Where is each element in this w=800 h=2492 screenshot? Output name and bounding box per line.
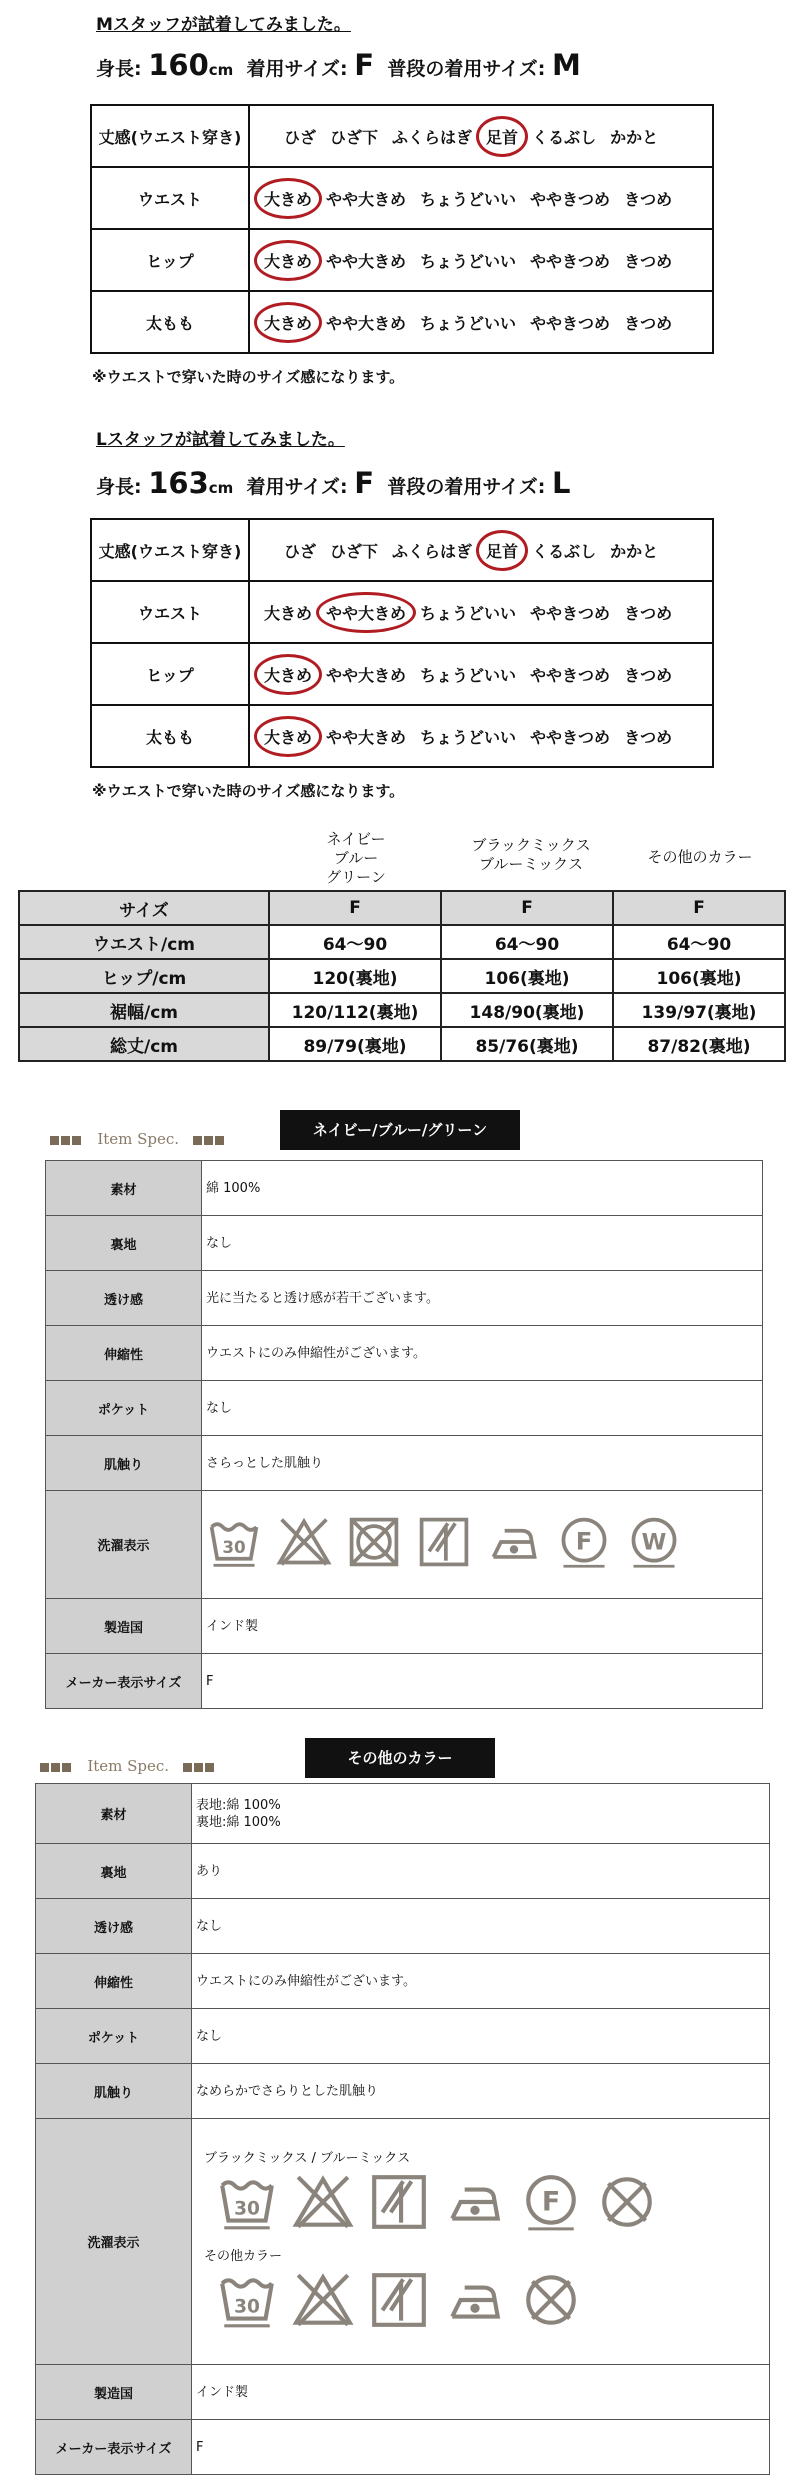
spec-key: 製造国 bbox=[36, 2365, 192, 2420]
fit-scale bbox=[249, 167, 713, 229]
fit-option: きつめ bbox=[624, 313, 673, 333]
size-header-value: F bbox=[441, 891, 613, 925]
fit-option: ちょうどいい bbox=[420, 665, 517, 685]
fit-option: やや大きめ bbox=[326, 601, 406, 624]
height-value: 160 bbox=[148, 48, 209, 82]
spec-row bbox=[46, 1216, 763, 1271]
spec-value-line: なし bbox=[196, 2028, 223, 2044]
fit-row bbox=[91, 105, 713, 167]
wash-30-icon bbox=[216, 2269, 292, 2336]
square-icon bbox=[183, 1763, 192, 1772]
fit-option: きつめ bbox=[624, 603, 673, 623]
fit-option: かかと bbox=[610, 541, 659, 561]
fit-option: やや大きめ bbox=[326, 189, 407, 209]
usual-size-label: 普段の着用サイズ: bbox=[387, 476, 546, 498]
low-iron-icon bbox=[486, 1514, 556, 1575]
size-cell: 106(裏地) bbox=[441, 959, 613, 993]
fit-options bbox=[264, 230, 686, 290]
fit-option: やや大きめ bbox=[326, 727, 407, 747]
spec-row bbox=[36, 2420, 770, 2475]
height-label: 身長: bbox=[96, 476, 142, 498]
svg-text:30: 30 bbox=[222, 1537, 246, 1558]
spec-value bbox=[202, 1381, 763, 1436]
square-icon bbox=[205, 1763, 214, 1772]
size-cell: 120/112(裏地) bbox=[269, 993, 441, 1027]
usual-size-value: L bbox=[552, 466, 571, 500]
spec-value bbox=[192, 1899, 770, 1954]
fit-row-label: 太もも bbox=[91, 705, 249, 767]
care-group-label: ブラックミックス / ブルーミックス bbox=[204, 2150, 411, 2166]
square-icon bbox=[62, 1763, 71, 1772]
fit-row bbox=[91, 291, 713, 353]
no-bleach-icon bbox=[276, 1514, 346, 1575]
usual-size-label: 普段の着用サイズ: bbox=[387, 58, 546, 80]
size-col-header-3: その他のカラー bbox=[647, 848, 753, 866]
spec-value-line: 表地:綿 100% bbox=[196, 1797, 281, 1813]
spec-row bbox=[46, 1436, 763, 1491]
spec-value bbox=[202, 1326, 763, 1381]
m-staff-fit-table bbox=[90, 104, 714, 354]
size-cell: 64〜90 bbox=[441, 925, 613, 959]
spec-key: 透け感 bbox=[36, 1899, 192, 1954]
size-cell: 148/90(裏地) bbox=[441, 993, 613, 1027]
fit-options bbox=[284, 106, 672, 166]
fit-options bbox=[284, 520, 672, 580]
wet-clean-w-icon bbox=[626, 1514, 696, 1575]
dry-clean-f-icon bbox=[556, 1514, 626, 1575]
size-cell: 64〜90 bbox=[269, 925, 441, 959]
fit-option: ふくらはぎ bbox=[392, 127, 473, 147]
worn-size-label: 着用サイズ: bbox=[246, 476, 348, 498]
size-row-label: 裾幅/cm bbox=[19, 993, 269, 1027]
fit-row bbox=[91, 643, 713, 705]
height-unit: cm bbox=[208, 479, 234, 497]
fit-row-label: 丈感(ウエスト穿き) bbox=[91, 105, 249, 167]
size-header-row bbox=[19, 891, 785, 925]
size-col-header-1: ネイビー ブルー グリーン bbox=[326, 830, 386, 886]
care-cell bbox=[192, 2119, 770, 2365]
fit-option: ややきつめ bbox=[530, 665, 611, 685]
fit-option: ややきつめ bbox=[530, 251, 611, 271]
spec-value bbox=[202, 1436, 763, 1491]
fit-row bbox=[91, 581, 713, 643]
item-spec-label: Item Spec. bbox=[87, 1757, 170, 1775]
fit-options bbox=[264, 582, 686, 642]
care-group-label: その他カラー bbox=[204, 2248, 283, 2264]
care-icons bbox=[206, 1514, 762, 1575]
fit-option: ややきつめ bbox=[530, 313, 611, 333]
spec-key: 伸縮性 bbox=[36, 1954, 192, 2009]
size-row bbox=[19, 993, 785, 1027]
fit-row bbox=[91, 519, 713, 581]
spec-value: F bbox=[202, 1654, 763, 1709]
fit-scale bbox=[249, 105, 713, 167]
fit-row-label: ウエスト bbox=[91, 167, 249, 229]
fit-option: やや大きめ bbox=[326, 665, 407, 685]
spec-value: インド製 bbox=[192, 2365, 770, 2420]
size-col-header-2: ブラックミックス ブルーミックス bbox=[471, 836, 591, 873]
spec-row bbox=[46, 1654, 763, 1709]
size-header-value: F bbox=[269, 891, 441, 925]
fit-option: くるぶし bbox=[532, 541, 597, 561]
spec-value bbox=[202, 1161, 763, 1216]
size-cell: 139/97(裏地) bbox=[613, 993, 785, 1027]
fit-option: きつめ bbox=[624, 727, 673, 747]
item-spec-label: Item Spec. bbox=[97, 1130, 180, 1148]
svg-text:F: F bbox=[575, 1526, 593, 1556]
fit-option: 大きめ bbox=[264, 603, 313, 623]
spec-value-line: 裏地:綿 100% bbox=[196, 1814, 281, 1830]
size-cell: 87/82(裏地) bbox=[613, 1027, 785, 1061]
spec-value: インド製 bbox=[202, 1599, 763, 1654]
square-icon bbox=[40, 1763, 49, 1772]
spec-key: 裏地 bbox=[46, 1216, 202, 1271]
m-staff-title: Mスタッフが試着してみました。 bbox=[96, 15, 351, 35]
fit-scale bbox=[249, 581, 713, 643]
spec-key: 伸縮性 bbox=[46, 1326, 202, 1381]
height-unit: cm bbox=[208, 61, 234, 79]
size-cell: 64〜90 bbox=[613, 925, 785, 959]
fit-option: ちょうどいい bbox=[420, 189, 517, 209]
fit-option: ひざ bbox=[284, 127, 317, 147]
spec-key: ポケット bbox=[36, 2009, 192, 2064]
size-row bbox=[19, 925, 785, 959]
l-staff-note: ※ウエストで穿いた時のサイズ感になります。 bbox=[92, 782, 405, 800]
spec-value-line: なし bbox=[196, 1918, 223, 1934]
fit-option: ひざ下 bbox=[330, 127, 379, 147]
spec-row bbox=[46, 1491, 763, 1599]
spec-row bbox=[36, 1899, 770, 1954]
fit-option: ひざ bbox=[284, 541, 317, 561]
size-row bbox=[19, 1027, 785, 1061]
no-tumble-dry-icon bbox=[346, 1514, 416, 1575]
care-icons bbox=[216, 2269, 769, 2336]
spec-value-line: なめらかでさらりとした肌触り bbox=[196, 2083, 379, 2099]
fit-row bbox=[91, 167, 713, 229]
spec1-tag bbox=[50, 1130, 226, 1148]
spec-value bbox=[192, 1954, 770, 2009]
spec-value: F bbox=[192, 2420, 770, 2475]
spec-row bbox=[46, 1381, 763, 1436]
fit-option: きつめ bbox=[624, 665, 673, 685]
spec-value-line: あり bbox=[196, 1863, 223, 1879]
spec-value bbox=[192, 1844, 770, 1899]
fit-option: 足首 bbox=[486, 539, 518, 562]
fit-option: 大きめ bbox=[264, 663, 312, 686]
low-iron-icon bbox=[444, 2171, 520, 2238]
spec-value-line: なし bbox=[206, 1235, 233, 1251]
worn-size-label: 着用サイズ: bbox=[246, 58, 348, 80]
spec2-table bbox=[35, 1783, 770, 2475]
spec-key: メーカー表示サイズ bbox=[36, 2420, 192, 2475]
spec-key: 肌触り bbox=[36, 2064, 192, 2119]
fit-options bbox=[264, 168, 686, 228]
size-cell: 89/79(裏地) bbox=[269, 1027, 441, 1061]
wash-30-icon bbox=[216, 2171, 292, 2238]
size-cell: 85/76(裏地) bbox=[441, 1027, 613, 1061]
l-staff-title: Lスタッフが試着してみました。 bbox=[96, 430, 345, 450]
wash-30-icon bbox=[206, 1514, 276, 1575]
spec2-tag bbox=[40, 1757, 216, 1775]
fit-scale bbox=[249, 705, 713, 767]
square-icon bbox=[50, 1136, 59, 1145]
worn-size-value: F bbox=[354, 48, 375, 82]
height-value: 163 bbox=[148, 466, 209, 500]
m-staff-note: ※ウエストで穿いた時のサイズ感になります。 bbox=[92, 368, 405, 386]
spec-row bbox=[36, 2119, 770, 2365]
size-header-label: サイズ bbox=[19, 891, 269, 925]
fit-option: ひざ下 bbox=[330, 541, 379, 561]
fit-option: やや大きめ bbox=[326, 313, 407, 333]
fit-row-label: 丈感(ウエスト穿き) bbox=[91, 519, 249, 581]
fit-options bbox=[264, 644, 686, 704]
size-header-value: F bbox=[613, 891, 785, 925]
spec-key: 素材 bbox=[36, 1784, 192, 1844]
m-staff-info bbox=[96, 48, 581, 82]
spec-key: 洗濯表示 bbox=[36, 2119, 192, 2365]
spec-key: 洗濯表示 bbox=[46, 1491, 202, 1599]
line-dry-icon bbox=[368, 2171, 444, 2238]
spec-row bbox=[36, 1784, 770, 1844]
square-icon bbox=[193, 1136, 202, 1145]
spec-key: 肌触り bbox=[46, 1436, 202, 1491]
fit-option: ややきつめ bbox=[530, 603, 611, 623]
spec-row bbox=[36, 2064, 770, 2119]
size-row bbox=[19, 959, 785, 993]
spec-value bbox=[202, 1271, 763, 1326]
fit-option: 大きめ bbox=[264, 187, 312, 210]
fit-option: ややきつめ bbox=[530, 727, 611, 747]
spec-value bbox=[192, 1784, 770, 1844]
fit-option: くるぶし bbox=[532, 127, 597, 147]
spec-value-line: 光に当たると透け感が若干ございます。 bbox=[206, 1290, 439, 1306]
spec-value-line: ウエストにのみ伸縮性がございます。 bbox=[206, 1345, 426, 1361]
fit-scale bbox=[249, 643, 713, 705]
fit-option: ややきつめ bbox=[530, 189, 611, 209]
usual-size-value: M bbox=[552, 48, 581, 82]
spec-value-line: なし bbox=[206, 1400, 233, 1416]
spec-value-line: さらっとした肌触り bbox=[206, 1455, 324, 1471]
fit-row bbox=[91, 229, 713, 291]
square-icon bbox=[61, 1136, 70, 1145]
spec-key: 製造国 bbox=[46, 1599, 202, 1654]
fit-option: ちょうどいい bbox=[420, 603, 517, 623]
spec-row bbox=[46, 1326, 763, 1381]
l-staff-fit-table bbox=[90, 518, 714, 768]
svg-text:W: W bbox=[641, 1529, 667, 1556]
fit-option: ちょうどいい bbox=[420, 313, 517, 333]
dry-clean-f-icon bbox=[520, 2171, 596, 2238]
svg-text:30: 30 bbox=[234, 2197, 260, 2219]
fit-options bbox=[264, 292, 686, 352]
spec-key: 透け感 bbox=[46, 1271, 202, 1326]
l-staff-info bbox=[96, 466, 571, 500]
fit-option: やや大きめ bbox=[326, 251, 407, 271]
fit-row-label: 太もも bbox=[91, 291, 249, 353]
spec-row bbox=[46, 1161, 763, 1216]
fit-row-label: ヒップ bbox=[91, 229, 249, 291]
spec-value-line: 綿 100% bbox=[206, 1180, 261, 1196]
height-label: 身長: bbox=[96, 58, 142, 80]
square-icon bbox=[72, 1136, 81, 1145]
fit-option: ちょうどいい bbox=[420, 251, 517, 271]
fit-option: ふくらはぎ bbox=[392, 541, 473, 561]
fit-scale bbox=[249, 229, 713, 291]
no-bleach-icon bbox=[292, 2269, 368, 2336]
square-icon bbox=[215, 1136, 224, 1145]
fit-options bbox=[264, 706, 686, 766]
spec-value-line: ウエストにのみ伸縮性がございます。 bbox=[196, 1973, 416, 1989]
care-cell bbox=[202, 1491, 763, 1599]
fit-scale bbox=[249, 291, 713, 353]
spec-row bbox=[36, 1954, 770, 2009]
spec-key: 裏地 bbox=[36, 1844, 192, 1899]
size-table bbox=[18, 890, 786, 1062]
spec1-table bbox=[45, 1160, 763, 1709]
fit-option: きつめ bbox=[624, 251, 673, 271]
spec-value bbox=[202, 1216, 763, 1271]
spec-value bbox=[192, 2009, 770, 2064]
line-dry-icon bbox=[416, 1514, 486, 1575]
spec-row bbox=[46, 1271, 763, 1326]
fit-option: 大きめ bbox=[264, 311, 312, 334]
size-row-label: ウエスト/cm bbox=[19, 925, 269, 959]
worn-size-value: F bbox=[354, 466, 375, 500]
spec-value bbox=[192, 2064, 770, 2119]
fit-scale bbox=[249, 519, 713, 581]
care-icons bbox=[216, 2171, 769, 2238]
spec1-banner: ネイビー/ブルー/グリーン bbox=[280, 1110, 520, 1150]
fit-row bbox=[91, 705, 713, 767]
spec-key: 素材 bbox=[46, 1161, 202, 1216]
svg-text:F: F bbox=[541, 2185, 561, 2217]
square-icon bbox=[194, 1763, 203, 1772]
fit-option: 大きめ bbox=[264, 725, 312, 748]
no-wet-clean-icon bbox=[596, 2171, 672, 2238]
fit-option: かかと bbox=[610, 127, 659, 147]
size-row-label: 総丈/cm bbox=[19, 1027, 269, 1061]
fit-option: 大きめ bbox=[264, 249, 312, 272]
fit-option: ちょうどいい bbox=[420, 727, 517, 747]
spec-row bbox=[36, 2009, 770, 2064]
square-icon bbox=[51, 1763, 60, 1772]
fit-option: きつめ bbox=[624, 189, 673, 209]
spec-row bbox=[36, 2365, 770, 2420]
no-dry-clean-icon bbox=[520, 2269, 596, 2336]
low-iron-icon bbox=[444, 2269, 520, 2336]
spec-key: メーカー表示サイズ bbox=[46, 1654, 202, 1709]
size-cell: 120(裏地) bbox=[269, 959, 441, 993]
line-dry-icon bbox=[368, 2269, 444, 2336]
fit-option: 足首 bbox=[486, 125, 518, 148]
spec-row bbox=[36, 1844, 770, 1899]
no-bleach-icon bbox=[292, 2171, 368, 2238]
spec2-banner: その他のカラー bbox=[305, 1738, 495, 1778]
spec-row bbox=[46, 1599, 763, 1654]
square-icon bbox=[204, 1136, 213, 1145]
spec-key: ポケット bbox=[46, 1381, 202, 1436]
size-cell: 106(裏地) bbox=[613, 959, 785, 993]
size-row-label: ヒップ/cm bbox=[19, 959, 269, 993]
svg-text:30: 30 bbox=[234, 2295, 260, 2317]
fit-row-label: ヒップ bbox=[91, 643, 249, 705]
fit-row-label: ウエスト bbox=[91, 581, 249, 643]
